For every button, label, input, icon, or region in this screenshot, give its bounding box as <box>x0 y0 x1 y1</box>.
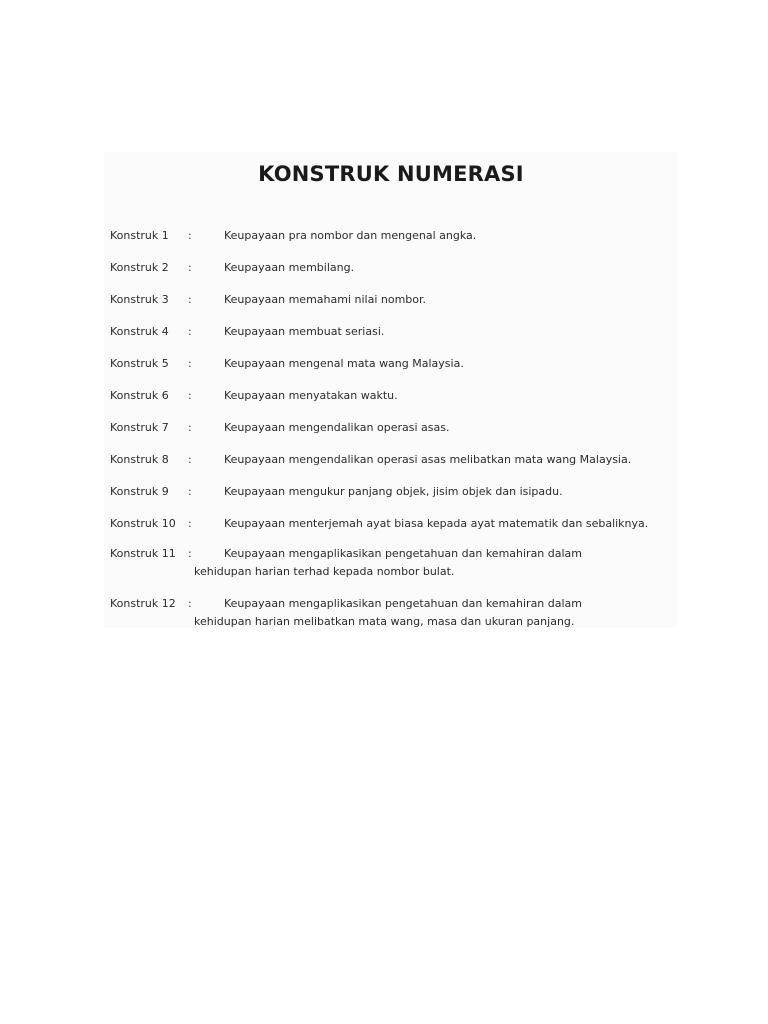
document-page <box>104 152 678 628</box>
construct-label: Konstruk 2 <box>110 261 169 274</box>
construct-colon: : <box>188 325 192 338</box>
construct-description: Keupayaan membilang. <box>224 261 355 274</box>
construct-label: Konstruk 1 <box>110 229 169 242</box>
construct-row <box>104 258 678 278</box>
construct-description: Keupayaan menterjemah ayat biasa kepada ayat matematik dan sebaliknya. <box>224 517 649 530</box>
construct-description: Keupayaan pra nombor dan mengenal angka. <box>224 229 477 242</box>
construct-colon: : <box>188 389 192 402</box>
construct-colon: : <box>188 293 192 306</box>
construct-colon: : <box>188 229 192 242</box>
construct-description: Keupayaan memahami nilai nombor. <box>224 293 427 306</box>
construct-description-continuation: kehidupan harian terhad kepada nombor bulat. <box>194 565 455 578</box>
construct-label: Konstruk 3 <box>110 293 169 306</box>
construct-row <box>104 594 678 628</box>
construct-row <box>104 386 678 406</box>
construct-colon: : <box>188 597 192 610</box>
construct-description: Keupayaan mengendalikan operasi asas melibatkan mata wang Malaysia. <box>224 453 632 466</box>
construct-description: Keupayaan mengendalikan operasi asas. <box>224 421 450 434</box>
construct-label: Konstruk 4 <box>110 325 169 338</box>
construct-label: Konstruk 5 <box>110 357 169 370</box>
construct-colon: : <box>188 547 192 560</box>
construct-colon: : <box>188 261 192 274</box>
construct-label: Konstruk 6 <box>110 389 169 402</box>
construct-description: Keupayaan mengukur panjang objek, jisim objek dan isipadu. <box>224 485 563 498</box>
construct-row <box>104 450 678 470</box>
construct-label: Konstruk 10 <box>110 517 176 530</box>
construct-description: Keupayaan menyatakan waktu. <box>224 389 398 402</box>
construct-description: Keupayaan mengaplikasikan pengetahuan dan kemahiran dalam <box>224 547 583 560</box>
construct-row <box>104 226 678 246</box>
construct-row <box>104 290 678 310</box>
construct-label: Konstruk 11 <box>110 547 176 560</box>
construct-row <box>104 514 678 534</box>
construct-colon: : <box>188 357 192 370</box>
construct-label: Konstruk 9 <box>110 485 169 498</box>
construct-description-continuation: kehidupan harian melibatkan mata wang, masa dan ukuran panjang. <box>194 615 575 628</box>
construct-description: Keupayaan membuat seriasi. <box>224 325 385 338</box>
construct-row <box>104 322 678 342</box>
construct-row <box>104 418 678 438</box>
construct-row <box>104 354 678 374</box>
construct-colon: : <box>188 517 192 530</box>
construct-colon: : <box>188 485 192 498</box>
page-title: KONSTRUK NUMERASI <box>258 162 524 186</box>
construct-label: Konstruk 12 <box>110 597 176 610</box>
construct-description: Keupayaan mengaplikasikan pengetahuan dan kemahiran dalam <box>224 597 583 610</box>
construct-row <box>104 544 678 578</box>
construct-colon: : <box>188 453 192 466</box>
construct-row <box>104 482 678 502</box>
construct-colon: : <box>188 421 192 434</box>
construct-description: Keupayaan mengenal mata wang Malaysia. <box>224 357 464 370</box>
construct-label: Konstruk 7 <box>110 421 169 434</box>
construct-label: Konstruk 8 <box>110 453 169 466</box>
